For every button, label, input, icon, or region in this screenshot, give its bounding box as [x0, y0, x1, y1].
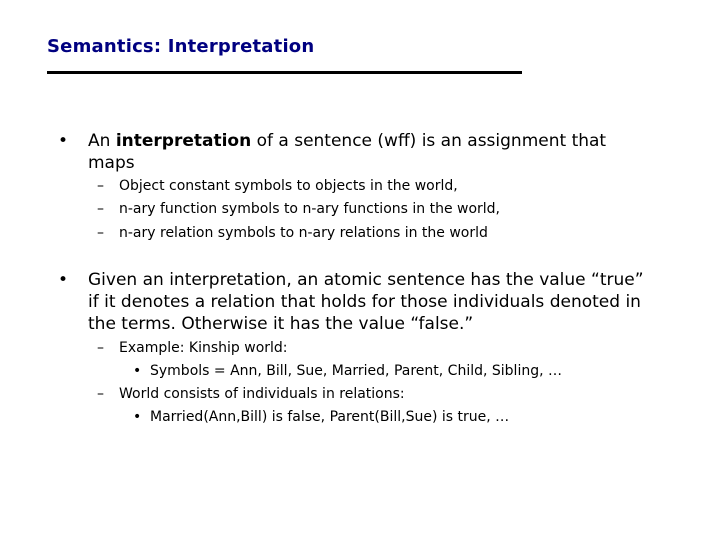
subitem-text: World consists of individuals in relations: — [119, 386, 405, 402]
dash-marker: – — [97, 386, 104, 402]
bullet-text: Given an interpretation, an atomic sentence has the value “true” if it denotes a relation that holds for those individuals denoted in the terms. Otherwise it has the value “false.” — [88, 270, 644, 334]
bullet-text — [88, 130, 658, 174]
bullet-dot: • — [58, 270, 69, 290]
bullet-text-pre: An — [88, 131, 116, 151]
subitem-text: Example: Kinship world: — [119, 340, 288, 356]
bullet-dot: • — [133, 363, 142, 379]
dash-marker: – — [97, 178, 104, 194]
subitem-text: Object constant symbols to objects in the world, — [119, 178, 458, 194]
title-underline — [47, 71, 522, 74]
slide-title: Semantics: Interpretation — [47, 36, 315, 57]
keyword-interpretation: interpretation — [115, 131, 252, 151]
subsubitem-text: Symbols = Ann, Bill, Sue, Married, Parent, Child, Sibling, … — [150, 363, 562, 379]
bullet-dot: • — [58, 131, 69, 151]
subitem-text: n-ary relation symbols to n-ary relations in the world — [119, 225, 488, 241]
subsubitem-text: Married(Ann,Bill) is false, Parent(Bill,Sue) is true, … — [150, 409, 510, 425]
subitem-text: n-ary function symbols to n-ary functions in the world, — [119, 201, 501, 217]
dash-marker: – — [97, 225, 104, 241]
bullet-dot: • — [133, 409, 142, 425]
dash-marker: – — [97, 201, 104, 217]
bullet-text-post: of a sentence (wff) is an assignment that maps — [88, 131, 607, 173]
dash-marker: – — [97, 340, 104, 356]
